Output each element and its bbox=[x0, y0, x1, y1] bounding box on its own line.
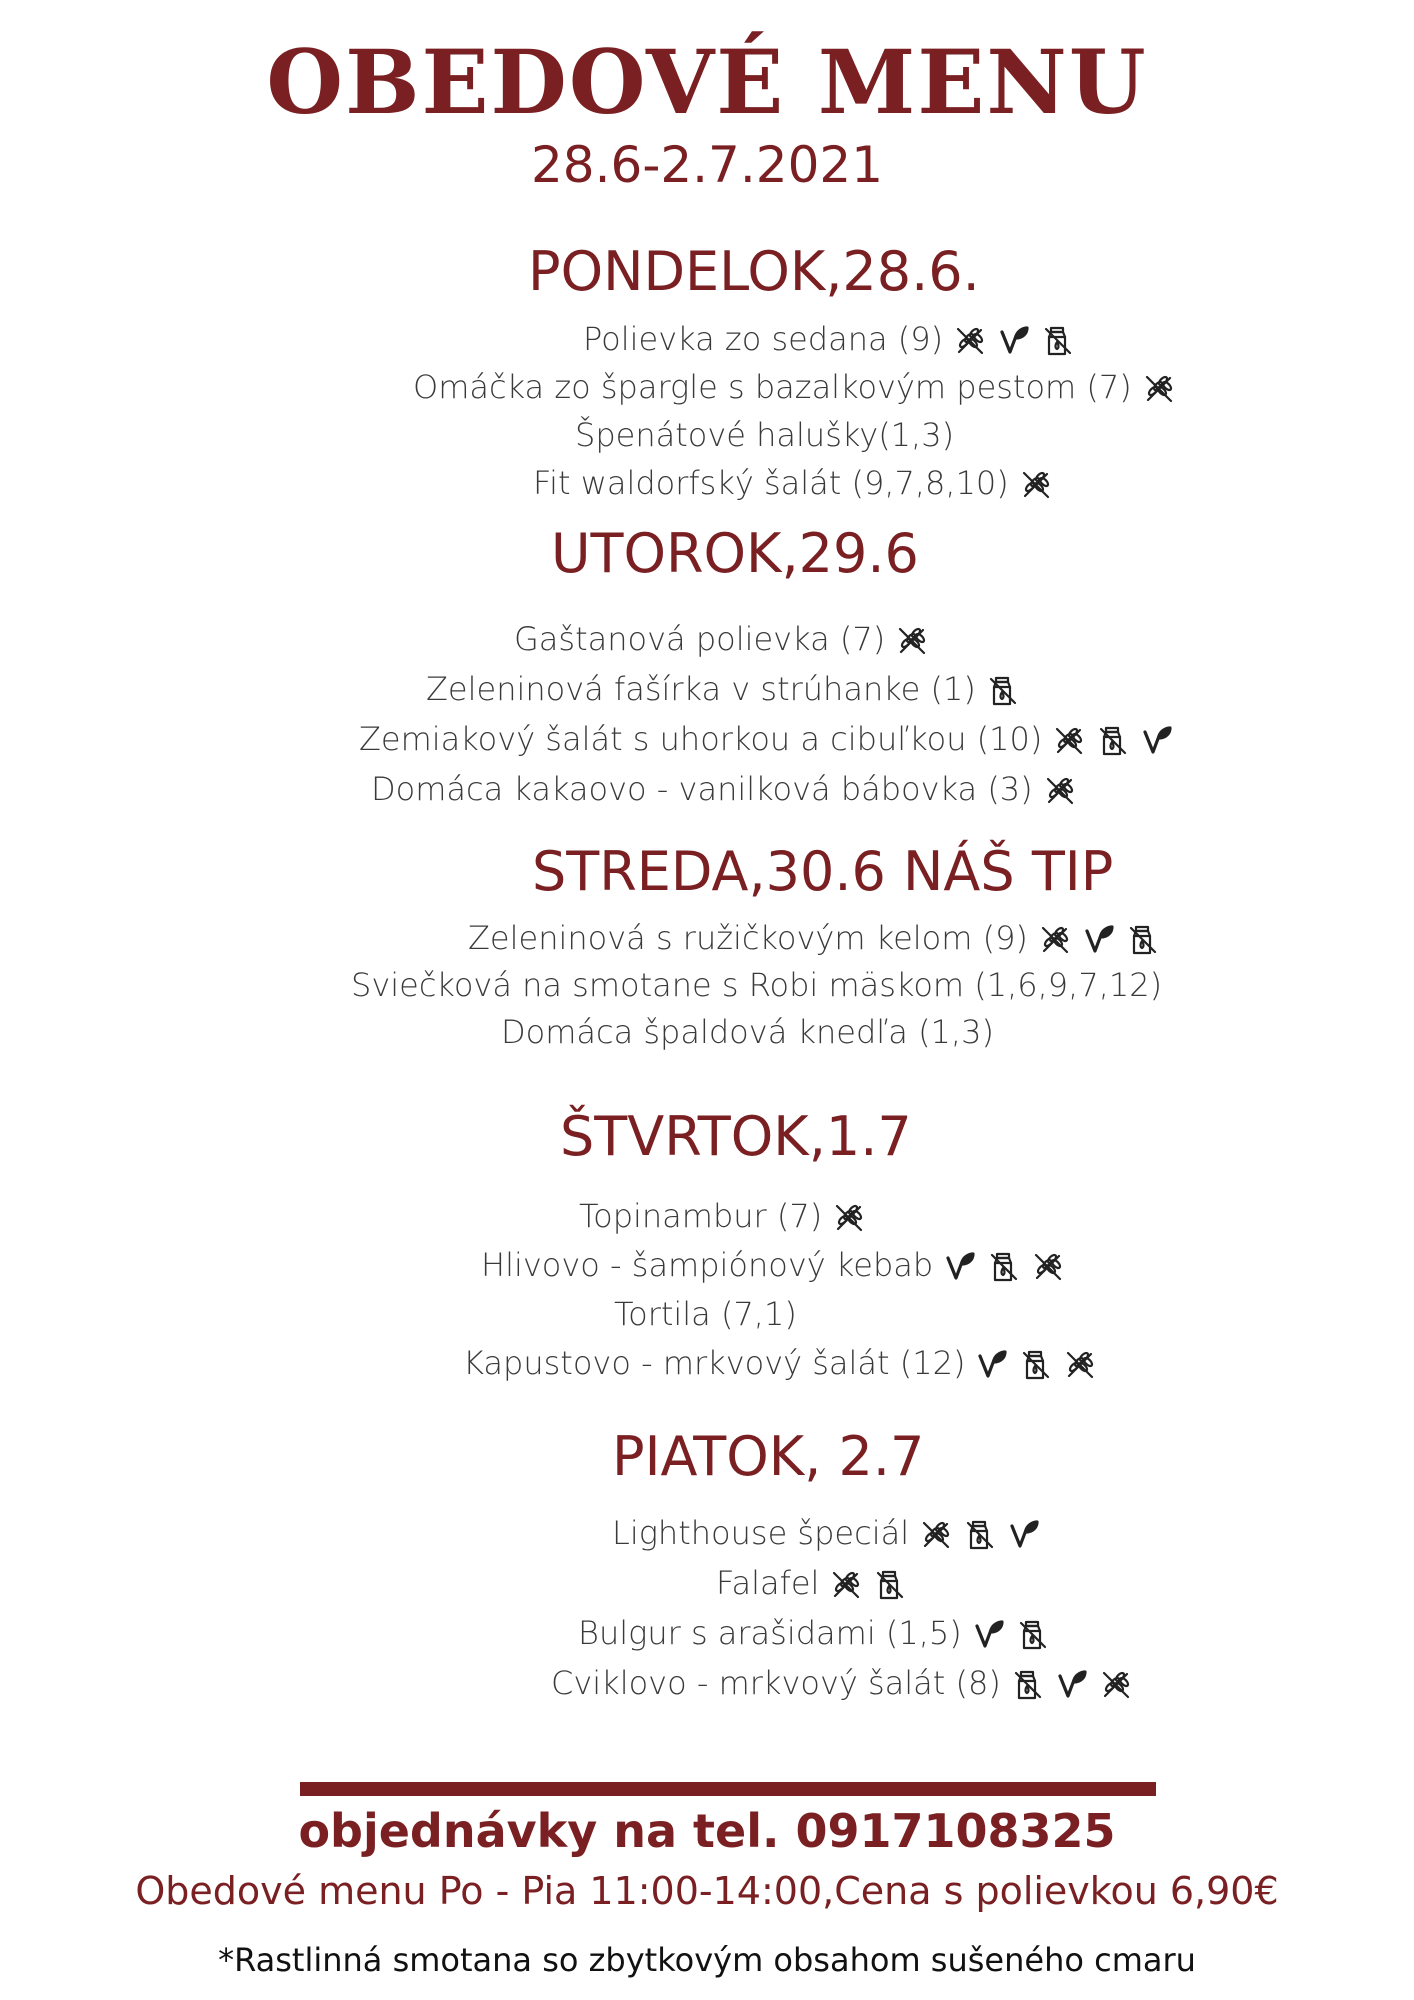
lactose-free-icon bbox=[963, 1518, 997, 1552]
menu-item: Omáčka zo špargle s bazalkovým pestom (7) bbox=[413, 371, 1176, 406]
gluten-free-icon bbox=[1019, 468, 1053, 502]
vegan-icon bbox=[972, 1618, 1006, 1652]
menu-item: Falafel bbox=[716, 1567, 907, 1602]
gluten-free-icon bbox=[1038, 923, 1072, 957]
opening-hours-line: Obedové menu Po - Pia 11:00-14:00,Cena s polievkou 6,90€ bbox=[135, 1869, 1279, 1913]
menu-item: Špenátové halušky(1,3) bbox=[575, 416, 955, 454]
menu-title: OBEDOVÉ MENU bbox=[266, 30, 1148, 134]
day-heading-wednesday: STREDA,30.6 NÁŠ TIP bbox=[532, 840, 1114, 903]
order-phone-line: objednávky na tel. 0917108325 bbox=[298, 1804, 1116, 1858]
day-heading-tuesday: UTOROK,29.6 bbox=[551, 522, 919, 585]
menu-item: Tortila (7,1) bbox=[614, 1295, 797, 1333]
gluten-free-icon bbox=[1142, 372, 1176, 406]
menu-item: Sviečková na smotane s Robi mäskom (1,6,9,7,12) bbox=[351, 966, 1163, 1004]
lactose-free-icon bbox=[1011, 1668, 1045, 1702]
day-heading-thursday: ŠTVRTOK,1.7 bbox=[560, 1105, 912, 1168]
menu-date-range: 28.6-2.7.2021 bbox=[530, 136, 884, 194]
menu-item: Cviklovo - mrkvový šalát (8) bbox=[551, 1667, 1133, 1702]
vegan-icon bbox=[943, 1250, 977, 1284]
menu-item: Fit waldorfský šalát (9,7,8,10) bbox=[533, 467, 1053, 502]
menu-item: Domáca kakaovo - vanilková bábovka (3) bbox=[371, 773, 1077, 808]
vegan-icon bbox=[975, 1348, 1009, 1382]
menu-item: Bulgur s arašidami (1,5) bbox=[578, 1617, 1050, 1652]
lactose-free-icon bbox=[1016, 1618, 1050, 1652]
menu-item: Topinambur (7) bbox=[579, 1200, 866, 1235]
gluten-free-icon bbox=[1031, 1250, 1065, 1284]
gluten-free-icon bbox=[829, 1568, 863, 1602]
vegan-icon bbox=[1007, 1518, 1041, 1552]
lactose-free-icon bbox=[873, 1568, 907, 1602]
menu-item: Domáca špaldová knedľa (1,3) bbox=[501, 1013, 994, 1051]
menu-item: Zeleninová fašírka v strúhanke (1) bbox=[426, 673, 1020, 708]
menu-item: Lighthouse špeciál bbox=[612, 1517, 1041, 1552]
day-heading-friday: PIATOK, 2.7 bbox=[612, 1425, 925, 1488]
gluten-free-icon bbox=[953, 324, 987, 358]
lactose-free-icon bbox=[1096, 724, 1130, 758]
lactose-free-icon bbox=[987, 1250, 1021, 1284]
menu-item: Gaštanová polievka (7) bbox=[514, 623, 929, 658]
gluten-free-icon bbox=[832, 1201, 866, 1235]
gluten-free-icon bbox=[1043, 774, 1077, 808]
gluten-free-icon bbox=[1063, 1348, 1097, 1382]
menu-item: Kapustovo - mrkvový šalát (12) bbox=[463, 1347, 1097, 1382]
menu-item: Hlivovo - šampiónový kebab bbox=[481, 1249, 1065, 1284]
footer-divider bbox=[300, 1782, 1156, 1796]
menu-item: Polievka zo sedana (9) bbox=[583, 323, 1075, 358]
footnote: *Rastlinná smotana so zbytkovým obsahom sušeného cmaru bbox=[218, 1941, 1196, 1979]
menu-item: Zemiakový šalát s uhorkou a cibuľkou (10) bbox=[359, 723, 1174, 758]
vegan-icon bbox=[1055, 1668, 1089, 1702]
day-heading-monday: PONDELOK,28.6. bbox=[528, 240, 980, 303]
lactose-free-icon bbox=[986, 674, 1020, 708]
menu-item: Zeleninová s ružičkovým kelom (9) bbox=[468, 922, 1160, 957]
gluten-free-icon bbox=[919, 1518, 953, 1552]
vegan-icon bbox=[997, 324, 1031, 358]
gluten-free-icon bbox=[1099, 1668, 1133, 1702]
lactose-free-icon bbox=[1126, 923, 1160, 957]
vegan-icon bbox=[1082, 923, 1116, 957]
gluten-free-icon bbox=[1052, 724, 1086, 758]
gluten-free-icon bbox=[895, 624, 929, 658]
lactose-free-icon bbox=[1041, 324, 1075, 358]
lactose-free-icon bbox=[1019, 1348, 1053, 1382]
vegan-icon bbox=[1140, 724, 1174, 758]
